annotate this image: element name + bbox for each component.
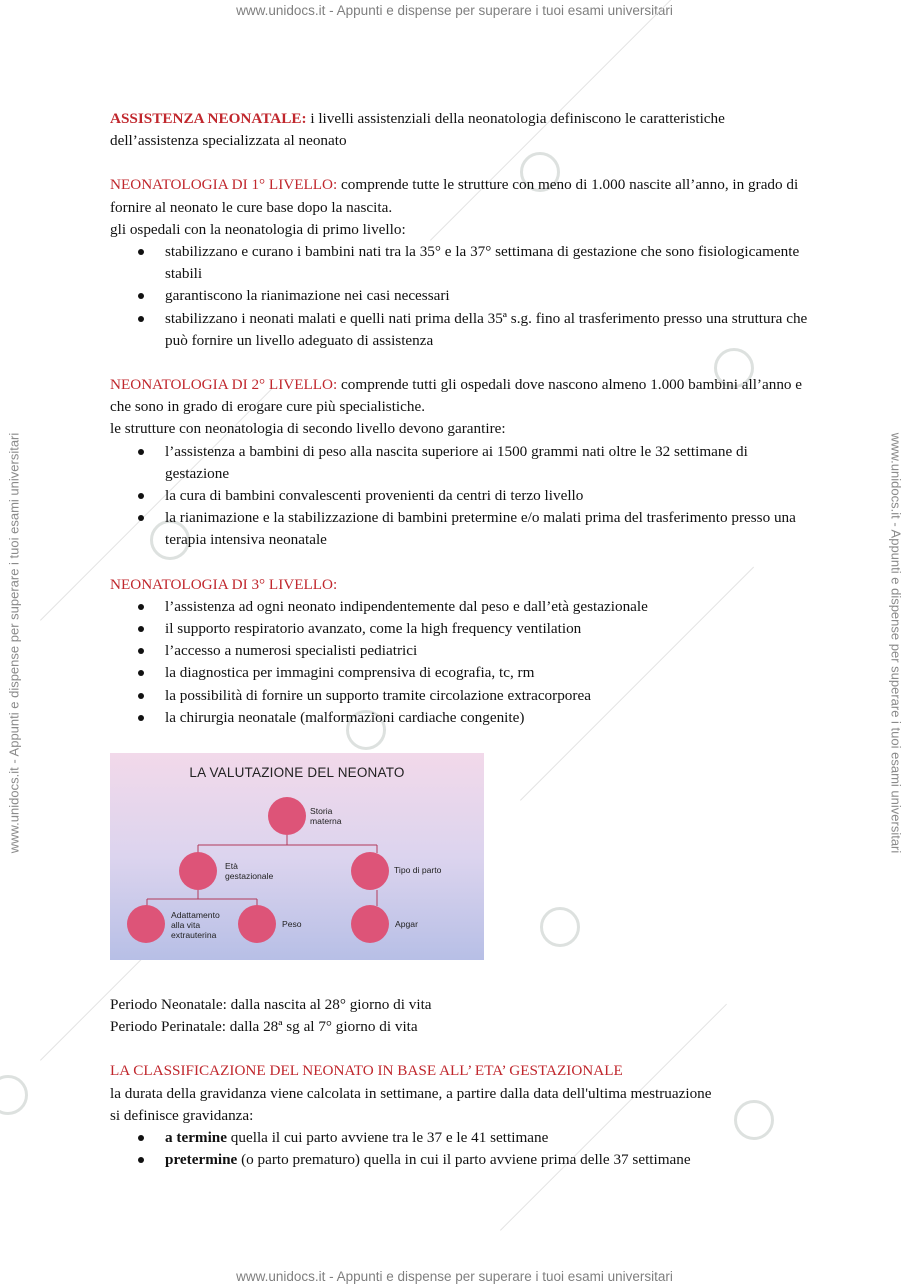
classification-text: la durata della gravidanza viene calcolata in settimane, a partire dalla data dell'ultima mestruazione [110, 1084, 712, 1102]
level1-heading: NEONATOLOGIA DI 1° LIVELLO: [110, 176, 338, 194]
period-perinatale: Periodo Perinatale: dalla 28ª sg al 7° giorno di vita [110, 1018, 418, 1036]
list-item: garantiscono la rianimazione nei casi necessari [165, 285, 810, 307]
level2-paragraph [110, 374, 810, 418]
level2-section [110, 374, 810, 552]
term-description: quella il cui parto avviene tra le 37 e le 41 settimane [227, 1129, 549, 1147]
level2-list [110, 441, 810, 552]
classification-list [110, 1127, 810, 1171]
intro-paragraph [110, 108, 810, 152]
node-label-adattamento: Adattamento alla vita extrauterina [171, 910, 220, 940]
list-item: la diagnostica per immagini comprensiva di ecografia, tc, rm [165, 662, 810, 684]
neonate-evaluation-diagram [110, 753, 484, 960]
watermark-header: www.unidocs.it - Appunti e dispense per superare i tuoi esami universitari [236, 3, 673, 18]
list-item: la possibilità di fornire un supporto tramite circolazione extracorporea [165, 685, 810, 707]
list-item: il supporto respiratorio avanzato, come la high frequency ventilation [165, 618, 810, 640]
diagram-title: LA VALUTAZIONE DEL NEONATO [189, 765, 405, 780]
node-tipo-di-parto [351, 852, 389, 890]
classification-subtext: si definisce gravidanza: [110, 1106, 254, 1124]
watermark-logo-icon [540, 907, 580, 947]
list-item: stabilizzano e curano i bambini nati tra la 35° e la 37° settimana di gestazione che sono fisiologicamente stabili [165, 241, 810, 285]
list-item: stabilizzano i neonati malati e quelli nati prima della 35ª s.g. fino al trasferimento presso una struttura che può fornire un livello adeguato di assistenza [165, 308, 810, 352]
node-apgar [351, 905, 389, 943]
node-adattamento [127, 905, 165, 943]
term-pretermine: pretermine [165, 1151, 238, 1169]
level3-list [110, 596, 810, 729]
level1-text: comprende tutte le strutture con meno di 1.000 nascite all’anno, in grado di fornire al neonato le cure base dopo la nascita. [110, 176, 799, 216]
list-item: la chirurgia neonatale (malformazioni cardiache congenite) [165, 707, 810, 729]
node-label-peso: Peso [282, 919, 302, 929]
level2-text: comprende tutti gli ospedali dove nascono almeno 1.000 bambini all’anno e che sono in grado di erogare cure più specialistiche. [110, 376, 803, 416]
level2-heading: NEONATOLOGIA DI 2° LIVELLO: [110, 376, 338, 394]
node-label-tipo-di-parto: Tipo di parto [394, 865, 442, 875]
level1-list [110, 241, 810, 352]
node-label-apgar: Apgar [395, 919, 418, 929]
term-description: (o parto prematuro) quella in cui il parto avviene prima delle 37 settimane [237, 1151, 691, 1169]
period-neonatale: Periodo Neonatale: dalla nascita al 28° giorno di vita [110, 996, 432, 1013]
node-eta-gestazionale [179, 852, 217, 890]
document-body-lower [110, 994, 810, 1193]
level1-section [110, 174, 810, 352]
document-body [110, 108, 810, 751]
node-storia-materna [268, 797, 306, 835]
list-item [165, 1127, 810, 1149]
list-item: la rianimazione e la stabilizzazione di bambini pretermine e/o malati prima del trasferimento presso una terapia intensiva neonatale [165, 507, 810, 551]
list-item: l’assistenza a bambini di peso alla nascita superiore ai 1500 grammi nati oltre le 32 settimane di gestazione [165, 441, 810, 485]
list-item [165, 1149, 810, 1171]
watermark-logo-icon [0, 1075, 28, 1115]
list-item: l’assistenza ad ogni neonato indipendentemente dal peso e dall’età gestazionale [165, 596, 810, 618]
node-label-eta-gestazionale: Età gestazionale [225, 861, 274, 881]
list-item: la cura di bambini convalescenti provenienti da centri di terzo livello [165, 485, 810, 507]
term-a-termine: a termine [165, 1129, 227, 1147]
intro-text: i livelli assistenziali della neonatologia definiscono le caratteristiche dell’assistenza specializzata al neonato [110, 110, 725, 150]
node-peso [238, 905, 276, 943]
level1-paragraph [110, 174, 810, 218]
classification-section [110, 1060, 810, 1171]
watermark-side-left: www.unidocs.it - Appunti e dispense per superare i tuoi esami universitari [6, 432, 22, 854]
level3-heading: NEONATOLOGIA DI 3° LIVELLO: [110, 575, 338, 593]
level2-subtext: le strutture con neonatologia di secondo livello devono garantire: [110, 420, 506, 438]
list-item: l’accesso a numerosi specialisti pediatrici [165, 640, 810, 662]
classification-heading: LA CLASSIFICAZIONE DEL NEONATO IN BASE ALL’ ETA’ GESTAZIONALE [110, 1062, 623, 1080]
level3-section [110, 574, 810, 729]
intro-section [110, 108, 810, 152]
watermark-side-right: www.unidocs.it - Appunti e dispense per superare i tuoi esami universitari [888, 432, 904, 854]
periods-section [110, 994, 810, 1038]
level1-subtext: gli ospedali con la neonatologia di primo livello: [110, 220, 406, 238]
watermark-footer: www.unidocs.it - Appunti e dispense per superare i tuoi esami universitari [236, 1269, 673, 1284]
node-label-storia-materna: Storia materna [310, 806, 342, 826]
intro-heading: ASSISTENZA NEONATALE: [110, 110, 307, 127]
